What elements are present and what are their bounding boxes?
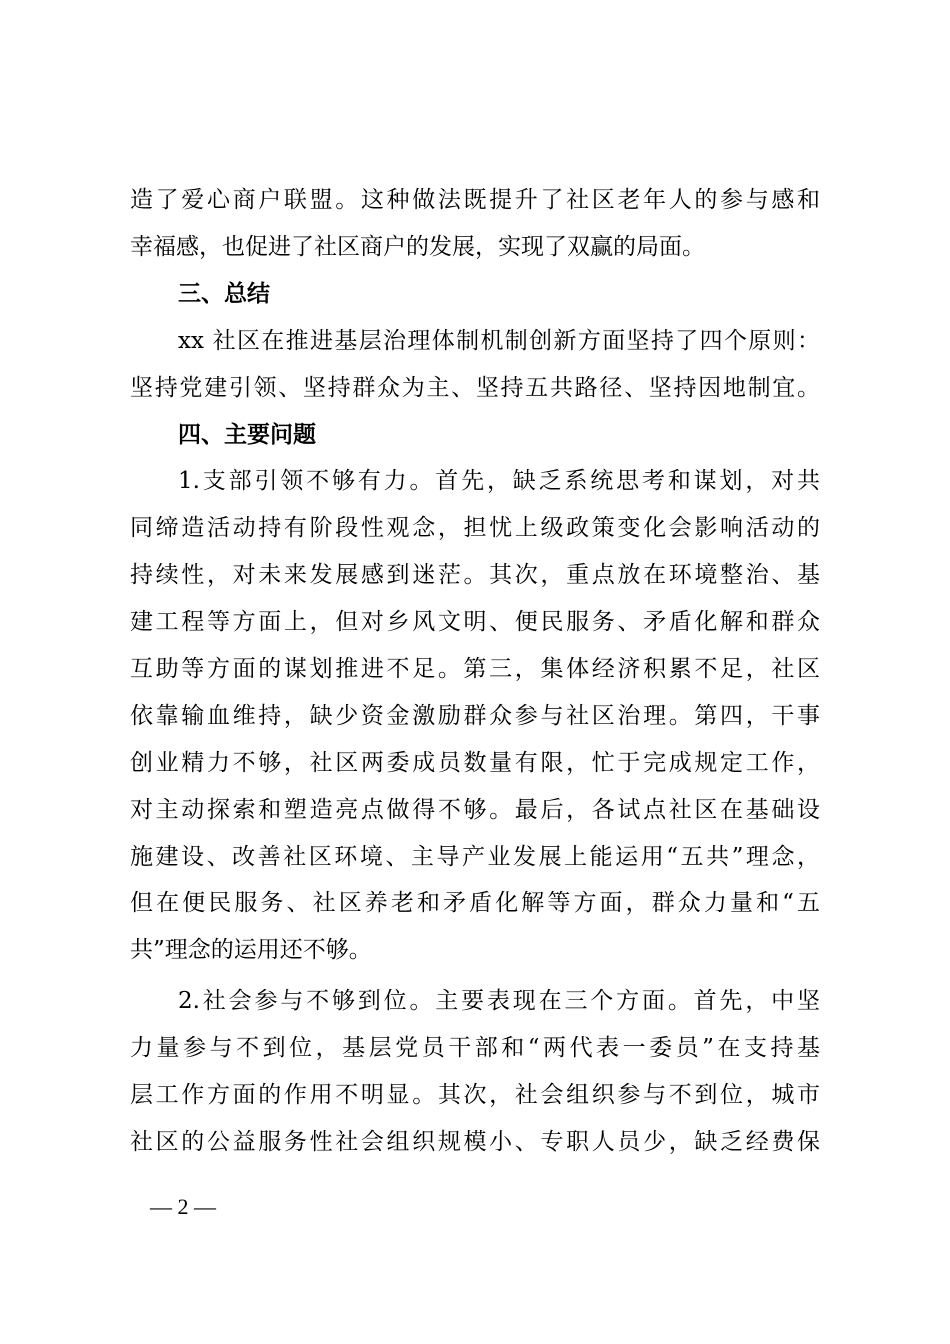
paragraph-line: 幸福感，也促进了社区商户的发展，实现了双赢的局面。 <box>130 234 705 260</box>
section-heading-main-problems: 四、主要问题 <box>178 422 316 448</box>
paragraph-line: 共”理念的运用还不够。 <box>130 937 372 963</box>
paragraph-line: 互助等方面的谋划推进不足。第三，集体经济积累不足，社区 <box>130 656 820 682</box>
paragraph-line: 持续性，对未来发展感到迷茫。其次，重点放在环境整治、基 <box>130 562 820 588</box>
paragraph-line: 创业精力不够，社区两委成员数量有限，忙于完成规定工作， <box>130 750 820 776</box>
paragraph-line: 社区的公益服务性社会组织规模小、专职人员少，缺乏经费保 <box>130 1129 820 1155</box>
section-heading-summary: 三、总结 <box>178 281 270 307</box>
paragraph-line: 同缔造活动持有阶段性观念，担忧上级政策变化会影响活动的 <box>130 515 820 541</box>
paragraph-line: 施建设、改善社区环境、主导产业发展上能运用“五共”理念， <box>130 844 820 870</box>
paragraph-line: 力量参与不到位，基层党员干部和“两代表一委员”在支持基 <box>130 1035 820 1061</box>
paragraph-line: 造了爱心商户联盟。这种做法既提升了社区老年人的参与感和 <box>130 187 820 213</box>
paragraph-line: 依靠输血维持，缺少资金激励群众参与社区治理。第四，干事 <box>130 703 820 729</box>
paragraph-line: 建工程等方面上，但对乡风文明、便民服务、矛盾化解和群众 <box>130 609 820 635</box>
paragraph-line: 2.社会参与不够到位。主要表现在三个方面。首先，中坚 <box>178 988 820 1014</box>
page-number: — 2 — <box>150 1194 216 1219</box>
paragraph-line: 坚持党建引领、坚持群众为主、坚持五共路径、坚持因地制宜。 <box>130 375 820 401</box>
paragraph-line: 层工作方面的作用不明显。其次，社会组织参与不到位，城市 <box>130 1082 820 1108</box>
paragraph-line: 对主动探索和塑造亮点做得不够。最后，各试点社区在基础设 <box>130 797 820 823</box>
paragraph-line: xx 社区在推进基层治理体制机制创新方面坚持了四个原则： <box>178 328 820 354</box>
paragraph-line: 1.支部引领不够有力。首先，缺乏系统思考和谋划，对共 <box>178 468 820 494</box>
paragraph-line: 但在便民服务、社区养老和矛盾化解等方面，群众力量和“五 <box>130 890 820 916</box>
